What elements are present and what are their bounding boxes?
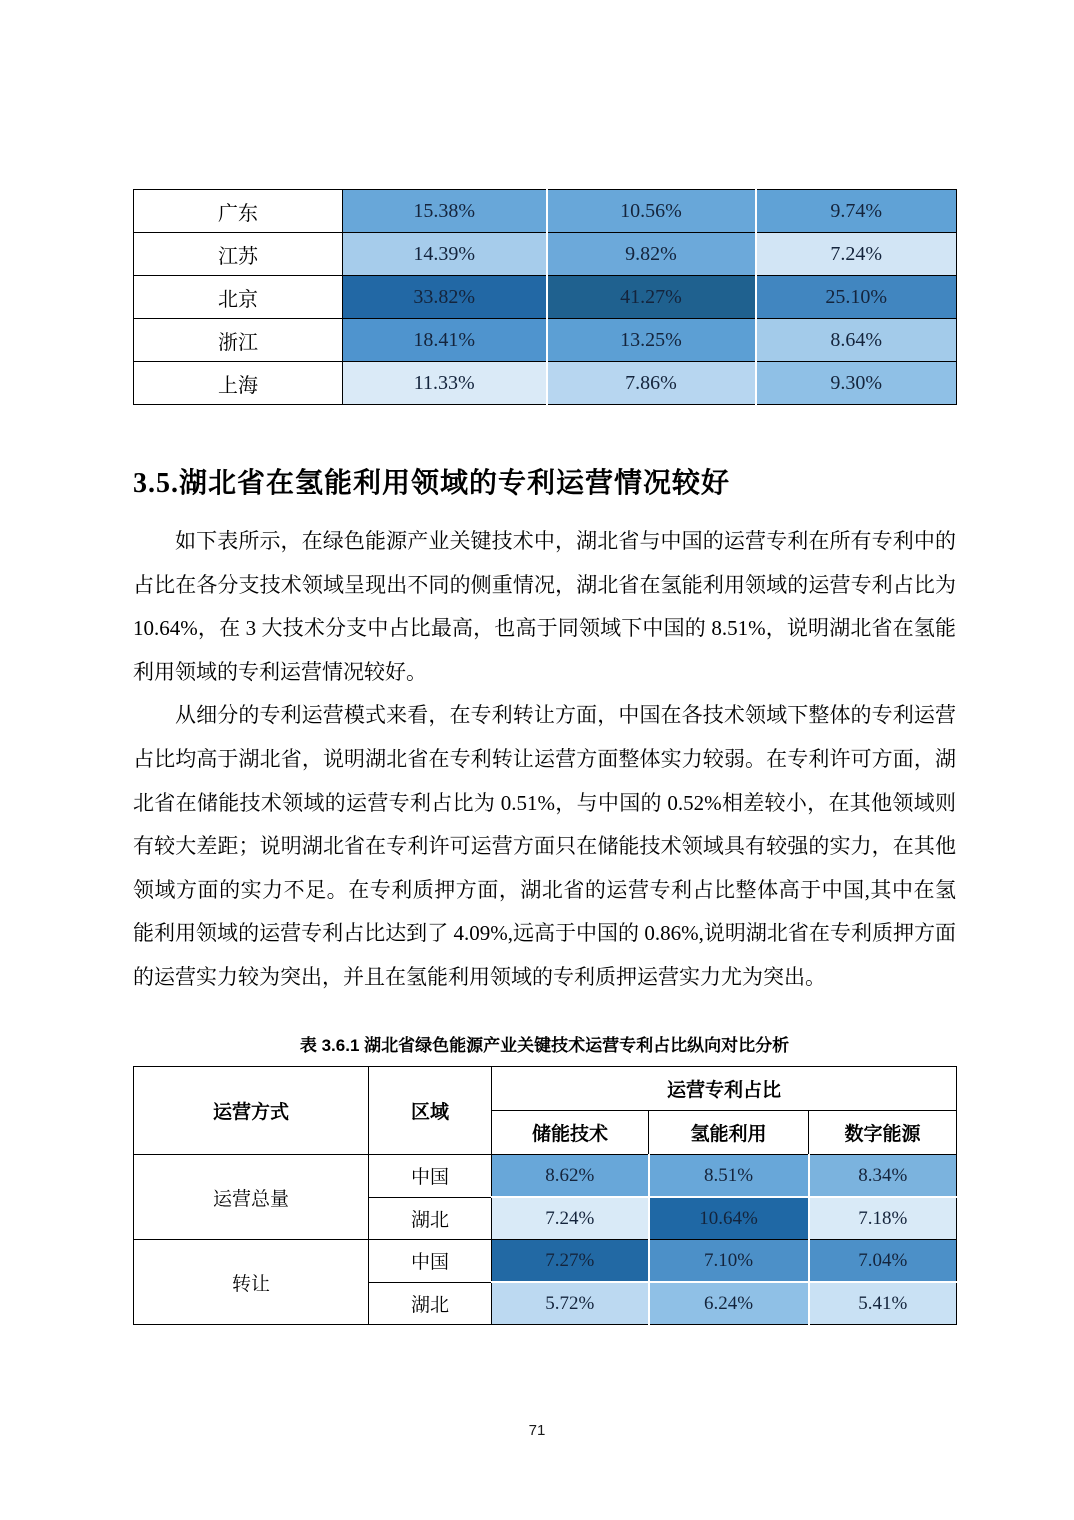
body-text bbox=[133, 520, 956, 1000]
value-cell: 9.82% bbox=[547, 233, 756, 276]
table-row bbox=[134, 276, 957, 319]
region-cell: 湖北 bbox=[369, 1282, 492, 1325]
value-cell: 7.04% bbox=[809, 1240, 957, 1283]
table-row bbox=[134, 233, 957, 276]
page-number: 71 bbox=[528, 1422, 546, 1439]
column-header-digital: 数字能源 bbox=[809, 1111, 957, 1155]
value-cell: 9.74% bbox=[756, 190, 957, 233]
column-header-storage: 储能技术 bbox=[492, 1111, 649, 1155]
column-header-hydrogen: 氢能利用 bbox=[649, 1111, 809, 1155]
section-heading: 3.5.湖北省在氢能利用领域的专利运营情况较好 bbox=[133, 468, 731, 500]
table-row bbox=[134, 190, 957, 233]
value-cell: 6.24% bbox=[649, 1282, 809, 1325]
table-row bbox=[134, 319, 957, 362]
operation-share-table bbox=[133, 1066, 957, 1325]
value-cell: 18.41% bbox=[343, 319, 547, 362]
province-cell: 上海 bbox=[134, 362, 343, 405]
column-header-operation-mode: 运营方式 bbox=[134, 1067, 369, 1155]
table-caption: 表 3.6.1 湖北省绿色能源产业关键技术运营专利占比纵向对比分析 bbox=[299, 1036, 790, 1055]
value-cell: 10.56% bbox=[547, 190, 756, 233]
table-row bbox=[134, 1240, 957, 1283]
table-header-row bbox=[134, 1067, 957, 1111]
province-cell: 浙江 bbox=[134, 319, 343, 362]
value-cell: 5.41% bbox=[809, 1282, 957, 1325]
value-cell: 5.72% bbox=[492, 1282, 649, 1325]
value-cell: 9.30% bbox=[756, 362, 957, 405]
paragraph: 如下表所示，在绿色能源产业关键技术中，湖北省与中国的运营专利在所有专利中的占比在各分支技术领域呈现出不同的侧重情况，湖北省在氢能利用领域的运营专利占比为 10.64%，在 3 大技术分支中占比最高，也高于同领域下中国的 8.51%，说明湖北省在氢能利用领域的专利运营情况较好。 bbox=[133, 529, 956, 684]
column-header-group: 运营专利占比 bbox=[492, 1067, 957, 1111]
value-cell: 10.64% bbox=[649, 1197, 809, 1240]
value-cell: 11.33% bbox=[343, 362, 547, 405]
region-cell: 中国 bbox=[369, 1155, 492, 1198]
value-cell: 7.18% bbox=[809, 1197, 957, 1240]
value-cell: 8.34% bbox=[809, 1155, 957, 1198]
value-cell: 7.86% bbox=[547, 362, 756, 405]
mode-cell: 运营总量 bbox=[134, 1155, 369, 1240]
province-cell: 广东 bbox=[134, 190, 343, 233]
value-cell: 7.24% bbox=[492, 1197, 649, 1240]
column-header-region: 区域 bbox=[369, 1067, 492, 1155]
value-cell: 7.27% bbox=[492, 1240, 649, 1283]
value-cell: 7.24% bbox=[756, 233, 957, 276]
mode-cell: 转让 bbox=[134, 1240, 369, 1325]
region-cell: 湖北 bbox=[369, 1197, 492, 1240]
province-cell: 江苏 bbox=[134, 233, 343, 276]
value-cell: 8.62% bbox=[492, 1155, 649, 1198]
value-cell: 13.25% bbox=[547, 319, 756, 362]
value-cell: 7.10% bbox=[649, 1240, 809, 1283]
value-cell: 41.27% bbox=[547, 276, 756, 319]
province-share-table bbox=[133, 189, 957, 405]
table-row bbox=[134, 1155, 957, 1198]
value-cell: 15.38% bbox=[343, 190, 547, 233]
paragraph: 从细分的专利运营模式来看，在专利转让方面，中国在各技术领域下整体的专利运营占比均高于湖北省，说明湖北省在专利转让运营方面整体实力较弱。在专利许可方面，湖北省在储能技术领域的运营专利占比为 0.51%，与中国的 0.52%相差较小，在其他领域则有较大差距；说明湖北省在专利许可运营方面只在储能技术领域具有较强的实力，在其他领域方面的实力不足。在专利质押方面，湖北省的运营专利占比整体高于中国,其中在氢能利用领域的运营专利占比达到了 4.09%,远高于中国的 0.86%,说明湖北省在专利质押方面的运营实力较为突出，并且在氢能利用领域的专利质押运营实力尤为突出。 bbox=[133, 703, 956, 989]
value-cell: 14.39% bbox=[343, 233, 547, 276]
table-row bbox=[134, 362, 957, 405]
value-cell: 8.64% bbox=[756, 319, 957, 362]
value-cell: 33.82% bbox=[343, 276, 547, 319]
region-cell: 中国 bbox=[369, 1240, 492, 1283]
value-cell: 8.51% bbox=[649, 1155, 809, 1198]
value-cell: 25.10% bbox=[756, 276, 957, 319]
province-cell: 北京 bbox=[134, 276, 343, 319]
